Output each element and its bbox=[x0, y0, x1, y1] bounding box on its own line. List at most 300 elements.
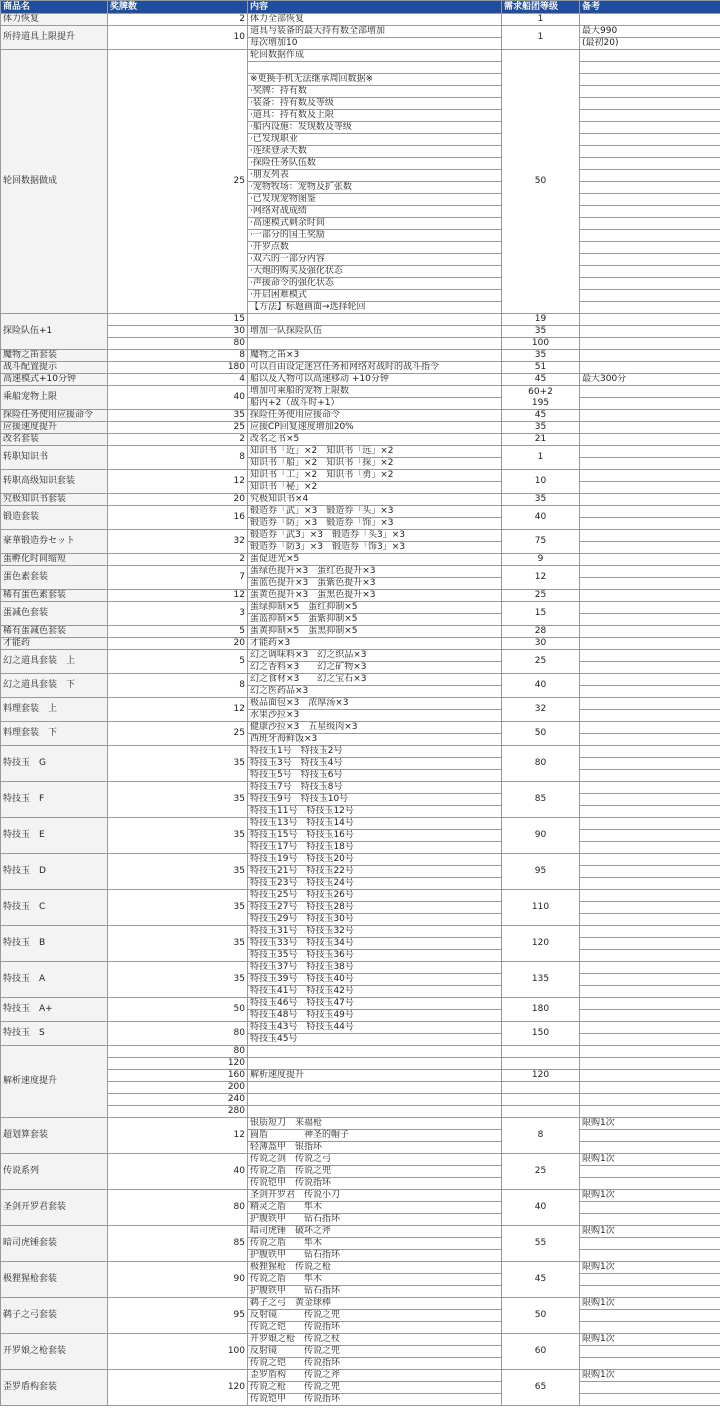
item-name-cell: 特技玉 D bbox=[1, 854, 108, 890]
table-row bbox=[1, 1022, 720, 1034]
notes-cell: 限购1次 bbox=[580, 1226, 720, 1238]
content-cell: 特技玉5号 特技玉6号 bbox=[248, 770, 502, 782]
notes-cell: 最大300分 bbox=[580, 374, 720, 386]
header-row bbox=[1, 1, 720, 14]
required-level-cell: 50 bbox=[502, 50, 580, 314]
content-cell: 传说铠甲 传说指环 bbox=[248, 1178, 502, 1190]
medal-cost-cell: 12 bbox=[108, 470, 248, 494]
content-cell: 传说之剑 传说之弓 bbox=[248, 1154, 502, 1166]
medal-cost-cell: 8 bbox=[108, 674, 248, 698]
table-row bbox=[1, 470, 720, 482]
notes-cell: 限购1次 bbox=[580, 1154, 720, 1166]
content-cell bbox=[248, 1094, 502, 1106]
required-level-cell: 50 bbox=[502, 722, 580, 746]
table-row bbox=[1, 362, 720, 374]
medal-cost-cell: 2 bbox=[108, 554, 248, 566]
notes-cell bbox=[580, 326, 720, 338]
content-cell: 幻之食材×3 幻之宝石×3 bbox=[248, 674, 502, 686]
notes-cell bbox=[580, 182, 720, 194]
content-cell: 探险任务使用应援命令 bbox=[248, 410, 502, 422]
notes-cell: 限购1次 bbox=[580, 1334, 720, 1346]
notes-cell bbox=[580, 1130, 720, 1142]
notes-cell bbox=[580, 206, 720, 218]
table-row bbox=[1, 818, 720, 830]
required-level-cell: 30 bbox=[502, 638, 580, 650]
notes-cell bbox=[580, 602, 720, 614]
content-cell: 圆盾 神圣的帽子 bbox=[248, 1130, 502, 1142]
medal-cost-cell: 280 bbox=[108, 1106, 248, 1118]
content-cell: 护腹铁甲 钻石指环 bbox=[248, 1250, 502, 1262]
table-row bbox=[1, 890, 720, 902]
notes-cell bbox=[580, 758, 720, 770]
medal-cost-cell: 40 bbox=[108, 1154, 248, 1190]
content-cell: 传说之盾 传说之兜 bbox=[248, 1166, 502, 1178]
notes-cell bbox=[580, 1070, 720, 1082]
notes-cell bbox=[580, 722, 720, 734]
table-row bbox=[1, 926, 720, 938]
content-cell: ·装备：持有数及等级 bbox=[248, 98, 502, 110]
item-name-cell: 转职高级知识套装 bbox=[1, 470, 108, 494]
table-row bbox=[1, 1070, 720, 1082]
table-row bbox=[1, 566, 720, 578]
notes-cell bbox=[580, 1238, 720, 1250]
required-level-cell bbox=[502, 1106, 580, 1118]
content-cell: 应援CP回复速度增加20% bbox=[248, 422, 502, 434]
content-cell: ·开罗点数 bbox=[248, 242, 502, 254]
notes-cell bbox=[580, 1346, 720, 1358]
content-cell: ·大炮的购买及强化状态 bbox=[248, 266, 502, 278]
item-name-cell: 鹈子之弓套装 bbox=[1, 1298, 108, 1334]
medal-cost-cell: 3 bbox=[108, 602, 248, 626]
notes-cell bbox=[580, 854, 720, 866]
required-level-cell: 75 bbox=[502, 530, 580, 554]
content-cell: 可以自由设定迷宫任务和网络对战时的战斗指令 bbox=[248, 362, 502, 374]
content-cell: 反射镜 传说之兜 bbox=[248, 1310, 502, 1322]
content-cell bbox=[248, 1082, 502, 1094]
content-cell: 知识书「船」×2 知识书「探」×2 bbox=[248, 458, 502, 470]
item-name-cell: 幻之道具套装 上 bbox=[1, 650, 108, 674]
medal-cost-cell: 35 bbox=[108, 410, 248, 422]
notes-cell bbox=[580, 866, 720, 878]
notes-cell bbox=[580, 842, 720, 854]
content-cell: 锻造券「防3」×3 锻造券「饰3」×3 bbox=[248, 542, 502, 554]
content-cell: 传说之盾 隼木 bbox=[248, 1274, 502, 1286]
content-cell: 极狸猩枪 传说之枪 bbox=[248, 1262, 502, 1274]
table-row bbox=[1, 698, 720, 710]
notes-cell bbox=[580, 398, 720, 410]
table-row bbox=[1, 854, 720, 866]
table-row bbox=[1, 626, 720, 638]
required-level-cell bbox=[502, 1082, 580, 1094]
content-cell bbox=[248, 338, 502, 350]
required-level-cell: 9 bbox=[502, 554, 580, 566]
item-name-cell: 探险队伍+1 bbox=[1, 314, 108, 350]
medal-cost-cell: 80 bbox=[108, 1046, 248, 1058]
table-row bbox=[1, 1118, 720, 1130]
medal-cost-cell: 35 bbox=[108, 926, 248, 962]
notes-cell bbox=[580, 1034, 720, 1046]
table-row bbox=[1, 14, 720, 26]
required-level-cell: 180 bbox=[502, 998, 580, 1022]
medal-cost-cell: 12 bbox=[108, 698, 248, 722]
notes-cell bbox=[580, 1010, 720, 1022]
content-cell: 歪罗盾构 传说之斧 bbox=[248, 1370, 502, 1382]
notes-cell bbox=[580, 674, 720, 686]
notes-cell bbox=[580, 362, 720, 374]
item-name-cell: 超划算套装 bbox=[1, 1118, 108, 1154]
table-row bbox=[1, 446, 720, 458]
notes-cell bbox=[580, 350, 720, 362]
notes-cell bbox=[580, 962, 720, 974]
notes-cell bbox=[580, 386, 720, 398]
medal-cost-cell: 180 bbox=[108, 362, 248, 374]
required-level-cell: 150 bbox=[502, 1022, 580, 1046]
notes-cell bbox=[580, 698, 720, 710]
content-cell: 特技玉46号 特技玉47号 bbox=[248, 998, 502, 1010]
medal-cost-cell: 25 bbox=[108, 722, 248, 746]
notes-cell bbox=[580, 986, 720, 998]
required-level-cell bbox=[502, 1046, 580, 1058]
content-cell: 蛋绿色提升×3 蛋红色提升×3 bbox=[248, 566, 502, 578]
table-row bbox=[1, 746, 720, 758]
notes-cell bbox=[580, 158, 720, 170]
content-cell: 特技玉35号 特技玉36号 bbox=[248, 950, 502, 962]
table-row bbox=[1, 1082, 720, 1094]
notes-cell bbox=[580, 278, 720, 290]
notes-cell bbox=[580, 1166, 720, 1178]
item-name-cell: 才能药 bbox=[1, 638, 108, 650]
notes-cell bbox=[580, 1322, 720, 1334]
medal-cost-cell: 80 bbox=[108, 338, 248, 350]
table-row bbox=[1, 350, 720, 362]
medal-cost-cell: 32 bbox=[108, 530, 248, 554]
content-cell: 蛋促进光×5 bbox=[248, 554, 502, 566]
notes-cell bbox=[580, 566, 720, 578]
content-cell: 特技玉21号 特技玉22号 bbox=[248, 866, 502, 878]
table-row bbox=[1, 422, 720, 434]
required-level-cell: 35 bbox=[502, 350, 580, 362]
table-row bbox=[1, 1370, 720, 1382]
item-name-cell: 蛋减色套装 bbox=[1, 602, 108, 626]
content-cell: 传说之铠 传说指环 bbox=[248, 1322, 502, 1334]
content-cell: 极品面包×3 浓厚汤×3 bbox=[248, 698, 502, 710]
notes-cell bbox=[580, 1274, 720, 1286]
header-item-name: 商品名 bbox=[1, 1, 108, 14]
required-level-cell: 120 bbox=[502, 926, 580, 962]
item-name-cell: 歪罗盾构套装 bbox=[1, 1370, 108, 1406]
content-cell: 特技玉7号 特技玉8号 bbox=[248, 782, 502, 794]
required-level-cell: 65 bbox=[502, 1370, 580, 1406]
notes-cell bbox=[580, 1382, 720, 1394]
notes-cell bbox=[580, 74, 720, 86]
medal-cost-cell: 2 bbox=[108, 434, 248, 446]
notes-cell bbox=[580, 434, 720, 446]
notes-cell bbox=[580, 134, 720, 146]
item-name-cell: 探险任务使用应援命令 bbox=[1, 410, 108, 422]
required-level-cell: 32 bbox=[502, 698, 580, 722]
notes-cell bbox=[580, 878, 720, 890]
medal-cost-cell: 8 bbox=[108, 446, 248, 470]
medal-cost-cell: 85 bbox=[108, 1226, 248, 1262]
content-cell: ·已发现宠物图鉴 bbox=[248, 194, 502, 206]
notes-cell bbox=[580, 686, 720, 698]
item-name-cell: 稀有蛋减色套装 bbox=[1, 626, 108, 638]
notes-cell: 限购1次 bbox=[580, 1190, 720, 1202]
item-name-cell: 转职知识书 bbox=[1, 446, 108, 470]
content-cell: 蛋蓝抑制×5 蛋紫抑制×5 bbox=[248, 614, 502, 626]
header-medal-cost: 奖牌数 bbox=[108, 1, 248, 14]
notes-cell bbox=[580, 290, 720, 302]
content-cell: ·探险任务队伍数 bbox=[248, 158, 502, 170]
content-cell bbox=[248, 1046, 502, 1058]
content-cell: ·宠物牧场：宠物及扩张数 bbox=[248, 182, 502, 194]
item-name-cell: 暗司虎锤套装 bbox=[1, 1226, 108, 1262]
required-level-cell: 1 bbox=[502, 26, 580, 50]
content-cell: 锻造券「武3」×3 锻造券「头3」×3 bbox=[248, 530, 502, 542]
medal-cost-cell: 25 bbox=[108, 422, 248, 434]
required-level-cell: 51 bbox=[502, 362, 580, 374]
required-level-cell bbox=[502, 1058, 580, 1070]
notes-cell bbox=[580, 710, 720, 722]
required-level-cell: 8 bbox=[502, 1118, 580, 1154]
content-cell: 知识书「工」×2 知识书「勇」×2 bbox=[248, 470, 502, 482]
item-name-cell: 蛋孵化时间缩短 bbox=[1, 554, 108, 566]
notes-cell: 最大990 bbox=[580, 26, 720, 38]
content-cell: 特技玉25号 特技玉26号 bbox=[248, 890, 502, 902]
item-name-cell: 极狸猩枪套装 bbox=[1, 1262, 108, 1298]
item-name-cell: 特技玉 S bbox=[1, 1022, 108, 1046]
notes-cell bbox=[580, 1250, 720, 1262]
content-cell: 锻造券「武」×3 锻造券「头」×3 bbox=[248, 506, 502, 518]
notes-cell bbox=[580, 974, 720, 986]
notes-cell: (最初20) bbox=[580, 38, 720, 50]
notes-cell bbox=[580, 650, 720, 662]
content-cell: 传说铠甲 传说指环 bbox=[248, 1394, 502, 1406]
header-required-level: 需求船团等级 bbox=[502, 1, 580, 14]
notes-cell bbox=[580, 338, 720, 350]
table-row bbox=[1, 962, 720, 974]
medal-cost-cell: 200 bbox=[108, 1082, 248, 1094]
notes-cell bbox=[580, 458, 720, 470]
notes-cell bbox=[580, 1142, 720, 1154]
medal-cost-cell: 8 bbox=[108, 350, 248, 362]
content-cell: 特技玉15号 特技玉16号 bbox=[248, 830, 502, 842]
notes-cell bbox=[580, 518, 720, 530]
medal-cost-cell: 35 bbox=[108, 890, 248, 926]
item-name-cell: 锻造套装 bbox=[1, 506, 108, 530]
content-cell: 圣剑开罗君 传说小刀 bbox=[248, 1190, 502, 1202]
required-level-cell: 10 bbox=[502, 470, 580, 494]
table-row bbox=[1, 1190, 720, 1202]
table-row bbox=[1, 590, 720, 602]
required-level-cell: 55 bbox=[502, 1226, 580, 1262]
notes-cell bbox=[580, 734, 720, 746]
content-cell: ·道具：持有数及上限 bbox=[248, 110, 502, 122]
content-cell: 特技玉29号 特技玉30号 bbox=[248, 914, 502, 926]
content-cell: ·声援命令的强化状态 bbox=[248, 278, 502, 290]
content-cell: 特技玉3号 特技玉4号 bbox=[248, 758, 502, 770]
content-cell: 护腹铁甲 钻石指环 bbox=[248, 1286, 502, 1298]
required-level-cell: 35 bbox=[502, 494, 580, 506]
notes-cell bbox=[580, 950, 720, 962]
notes-cell bbox=[580, 770, 720, 782]
content-cell: 护腹铁甲 钻石指环 bbox=[248, 1214, 502, 1226]
required-level-cell: 50 bbox=[502, 1298, 580, 1334]
content-cell: 增加一队探险队伍 bbox=[248, 326, 502, 338]
content-cell: ·已发现职业 bbox=[248, 134, 502, 146]
required-level-cell: 45 bbox=[502, 1262, 580, 1298]
content-cell: 【方法】标题画面→选择轮回 bbox=[248, 302, 502, 314]
notes-cell bbox=[580, 938, 720, 950]
medal-cost-cell: 25 bbox=[108, 50, 248, 314]
content-cell: ·开启困难模式 bbox=[248, 290, 502, 302]
content-cell: 改名之书×5 bbox=[248, 434, 502, 446]
notes-cell bbox=[580, 902, 720, 914]
required-level-cell: 15 bbox=[502, 602, 580, 626]
item-name-cell: 解析速度提升 bbox=[1, 1046, 108, 1118]
content-cell: 健康沙拉×3 五星级肉×3 bbox=[248, 722, 502, 734]
medal-cost-cell: 12 bbox=[108, 590, 248, 602]
content-cell: 特技玉33号 特技玉34号 bbox=[248, 938, 502, 950]
notes-cell bbox=[580, 98, 720, 110]
table-row bbox=[1, 1094, 720, 1106]
notes-cell: 限购1次 bbox=[580, 1262, 720, 1274]
notes-cell bbox=[580, 782, 720, 794]
content-cell: 轮回数据作成 bbox=[248, 50, 502, 62]
content-cell: 蛋黄抑制×5 蛋黑抑制×5 bbox=[248, 626, 502, 638]
medal-cost-cell: 120 bbox=[108, 1370, 248, 1406]
notes-cell bbox=[580, 494, 720, 506]
medal-cost-cell: 40 bbox=[108, 386, 248, 410]
notes-cell bbox=[580, 662, 720, 674]
medal-cost-cell: 35 bbox=[108, 854, 248, 890]
table-row bbox=[1, 1298, 720, 1310]
medal-cost-cell: 120 bbox=[108, 1058, 248, 1070]
content-cell: 反射镜 传说之兜 bbox=[248, 1346, 502, 1358]
medal-cost-cell: 10 bbox=[108, 26, 248, 50]
notes-cell bbox=[580, 218, 720, 230]
header-notes: 备考 bbox=[580, 1, 720, 14]
content-cell: 蛋黄色提升×3 蛋黑色提升×3 bbox=[248, 590, 502, 602]
table-row bbox=[1, 1226, 720, 1238]
required-level-cell: 60 bbox=[502, 1334, 580, 1370]
content-cell bbox=[248, 1106, 502, 1118]
content-cell: ·高速模式剩余时间 bbox=[248, 218, 502, 230]
notes-cell bbox=[580, 794, 720, 806]
content-cell: ·网络对战成绩 bbox=[248, 206, 502, 218]
content-cell: 特技玉11号 特技玉12号 bbox=[248, 806, 502, 818]
notes-cell bbox=[580, 302, 720, 314]
item-name-cell: 特技玉 F bbox=[1, 782, 108, 818]
notes-cell bbox=[580, 1022, 720, 1034]
medal-cost-cell: 80 bbox=[108, 1190, 248, 1226]
item-name-cell: 特技玉 B bbox=[1, 926, 108, 962]
medal-cost-cell: 35 bbox=[108, 746, 248, 782]
notes-cell bbox=[580, 482, 720, 494]
required-level-cell: 25 bbox=[502, 1154, 580, 1190]
item-name-cell: 应援速度提升 bbox=[1, 422, 108, 434]
notes-cell bbox=[580, 470, 720, 482]
content-cell: ·双六的一部分内容 bbox=[248, 254, 502, 266]
item-name-cell: 特技玉 C bbox=[1, 890, 108, 926]
notes-cell bbox=[580, 806, 720, 818]
table-row bbox=[1, 1106, 720, 1118]
table-row bbox=[1, 998, 720, 1010]
table-row bbox=[1, 722, 720, 734]
item-name-cell: 传说系列 bbox=[1, 1154, 108, 1190]
content-cell: 蛋蓝色提升×3 蛋紫色提升×3 bbox=[248, 578, 502, 590]
item-name-cell: 豪華锻造券セット bbox=[1, 530, 108, 554]
table-row bbox=[1, 374, 720, 386]
item-name-cell: 战斗配置提示 bbox=[1, 362, 108, 374]
notes-cell bbox=[580, 1202, 720, 1214]
item-name-cell: 开罗娘之枪套装 bbox=[1, 1334, 108, 1370]
medal-cost-cell: 20 bbox=[108, 638, 248, 650]
content-cell: 水果沙拉×3 bbox=[248, 710, 502, 722]
content-cell: 增加可乘船的宠物上限数 bbox=[248, 386, 502, 398]
item-name-cell: 料理套装 下 bbox=[1, 722, 108, 746]
notes-cell bbox=[580, 146, 720, 158]
required-level-cell: 85 bbox=[502, 782, 580, 818]
item-name-cell: 究极知识书套装 bbox=[1, 494, 108, 506]
content-cell: 传说之盾 隼木 bbox=[248, 1238, 502, 1250]
required-level-cell: 40 bbox=[502, 674, 580, 698]
notes-cell bbox=[580, 554, 720, 566]
medal-cost-cell: 95 bbox=[108, 1298, 248, 1334]
notes-cell bbox=[580, 1310, 720, 1322]
required-level-cell: 90 bbox=[502, 818, 580, 854]
required-level-cell: 28 bbox=[502, 626, 580, 638]
content-cell bbox=[248, 1058, 502, 1070]
content-cell: 特技玉23号 特技玉24号 bbox=[248, 878, 502, 890]
table-row bbox=[1, 314, 720, 326]
table-row bbox=[1, 1058, 720, 1070]
required-level-cell: 35 bbox=[502, 422, 580, 434]
table-row bbox=[1, 494, 720, 506]
notes-cell: 限购1次 bbox=[580, 1118, 720, 1130]
notes-cell bbox=[580, 1394, 720, 1406]
notes-cell bbox=[580, 242, 720, 254]
required-level-cell bbox=[502, 1094, 580, 1106]
required-level-cell: 40 bbox=[502, 1190, 580, 1226]
table-row bbox=[1, 410, 720, 422]
content-cell: 知识书「近」×2 知识书「远」×2 bbox=[248, 446, 502, 458]
table-row bbox=[1, 50, 720, 62]
notes-cell bbox=[580, 122, 720, 134]
notes-cell bbox=[580, 626, 720, 638]
item-name-cell: 特技玉 G bbox=[1, 746, 108, 782]
table-row bbox=[1, 26, 720, 38]
required-level-cell: 120 bbox=[502, 1070, 580, 1082]
content-cell: 特技玉9号 特技玉10号 bbox=[248, 794, 502, 806]
notes-cell bbox=[580, 506, 720, 518]
content-cell: 传说之枪 传说之兜 bbox=[248, 1382, 502, 1394]
content-cell: 轻薄盔甲 银指环 bbox=[248, 1142, 502, 1154]
table-row bbox=[1, 782, 720, 794]
medal-cost-cell: 35 bbox=[108, 962, 248, 998]
content-cell: 鹈子之弓 黄金球棒 bbox=[248, 1298, 502, 1310]
content-cell: 魔物之笛×3 bbox=[248, 350, 502, 362]
notes-cell bbox=[580, 1046, 720, 1058]
medal-cost-cell: 7 bbox=[108, 566, 248, 590]
medal-cost-cell: 100 bbox=[108, 1334, 248, 1370]
content-cell: 特技玉43号 特技玉44号 bbox=[248, 1022, 502, 1034]
notes-cell bbox=[580, 86, 720, 98]
table-row bbox=[1, 386, 720, 398]
content-cell bbox=[248, 62, 502, 74]
notes-cell bbox=[580, 1106, 720, 1118]
medal-cost-cell: 2 bbox=[108, 14, 248, 26]
